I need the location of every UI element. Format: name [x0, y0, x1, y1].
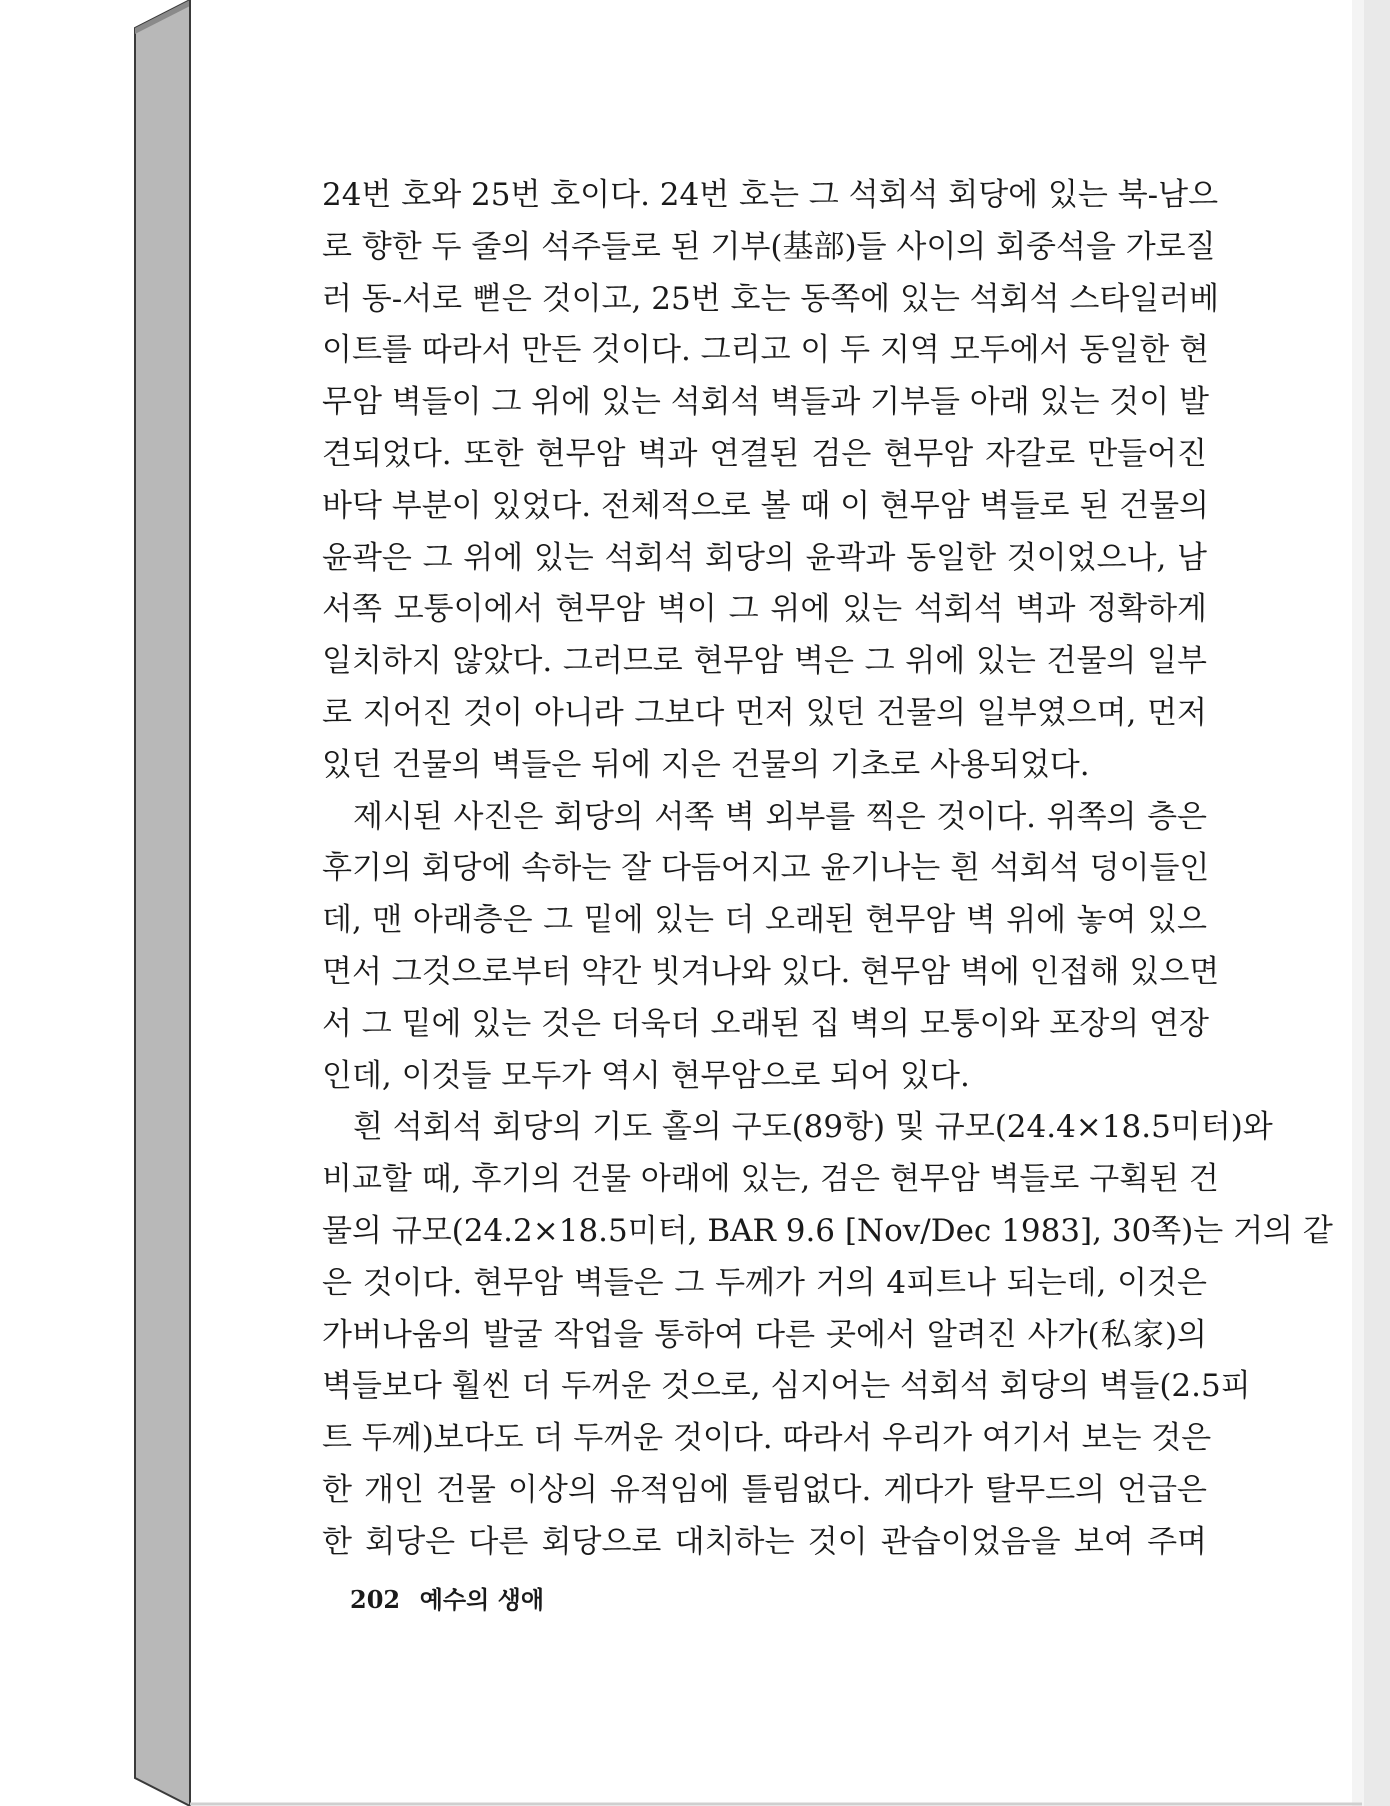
text-line: 면서 그것으로부터 약간 빗겨나와 있다. 현무암 벽에 인접해 있으면	[322, 953, 1220, 990]
text-line: 서 그 밑에 있는 것은 더욱더 오래된 집 벽의 모퉁이와 포장의 연장	[322, 1005, 1209, 1042]
text-line: 흰 석회석 회당의 기도 홀의 구도(89항) 및 규모(24.4×18.5미터)와	[353, 1109, 1273, 1146]
text-line: 무암 벽들이 그 위에 있는 석회석 벽들과 기부들 아래 있는 것이 발	[322, 384, 1209, 421]
book-spine	[135, 0, 190, 1806]
text-line: 가버나움의 발굴 작업을 통하여 다른 곳에서 알려진 사가(私家)의	[322, 1316, 1207, 1353]
text-line: 제시된 사진은 회당의 서쪽 벽 외부를 찍은 것이다. 위쪽의 층은	[353, 798, 1207, 835]
text-line: 트 두께)보다도 더 두꺼운 것이다. 따라서 우리가 여기서 보는 것은	[322, 1420, 1212, 1457]
text-line: 견되었다. 또한 현무암 벽과 연결된 검은 현무암 자갈로 만들어진	[322, 435, 1207, 472]
text-line: 벽들보다 훨씬 더 두꺼운 것으로, 심지어는 석회석 회당의 벽들(2.5피	[322, 1368, 1251, 1405]
page-number: 202	[350, 1585, 401, 1614]
text-line: 있던 건물의 벽들은 뒤에 지은 건물의 기초로 사용되었다.	[322, 746, 1090, 783]
text-line: 은 것이다. 현무암 벽들은 그 두께가 거의 4피트나 되는데, 이것은	[322, 1264, 1207, 1301]
text-line: 이트를 따라서 만든 것이다. 그리고 이 두 지역 모두에서 동일한 현	[322, 332, 1209, 369]
text-line: 물의 규모(24.2×18.5미터, BAR 9.6 [Nov/Dec 1983], 30쪽)는 거의 같	[322, 1212, 1333, 1249]
page-right-shadow-inner	[1352, 0, 1364, 1806]
text-line: 비교할 때, 후기의 건물 아래에 있는, 검은 현무암 벽들로 구획된 건	[322, 1161, 1219, 1198]
text-line: 한 회당은 다른 회당으로 대치하는 것이 관습이었음을 보여 주며	[322, 1523, 1207, 1560]
text-line: 후기의 회당에 속하는 잘 다듬어지고 윤기나는 흰 석회석 덩이들인	[322, 850, 1210, 887]
running-title: 예수의 생애	[419, 1585, 545, 1614]
text-line: 바닥 부분이 있었다. 전체적으로 볼 때 이 현무암 벽들로 된 건물의	[322, 487, 1209, 524]
text-line: 데, 맨 아래층은 그 밑에 있는 더 오래된 현무암 벽 위에 놓여 있으	[322, 902, 1207, 939]
text-line: 한 개인 건물 이상의 유적임에 틀림없다. 게다가 탈무드의 언급은	[322, 1471, 1207, 1508]
text-line: 서쪽 모퉁이에서 현무암 벽이 그 위에 있는 석회석 벽과 정확하게	[322, 591, 1207, 628]
text-line: 로 지어진 것이 아니라 그보다 먼저 있던 건물의 일부였으며, 먼저	[322, 694, 1207, 731]
page-footer	[350, 1580, 544, 1615]
text-line: 인데, 이것들 모두가 역시 현무암으로 되어 있다.	[322, 1057, 970, 1094]
page-right-shadow	[1362, 0, 1390, 1806]
body-text	[322, 170, 1333, 1569]
text-line: 로 향한 두 줄의 석주들로 된 기부(基部)들 사이의 회중석을 가로질	[322, 228, 1216, 265]
text-line: 러 동-서로 뻗은 것이고, 25번 호는 동쪽에 있는 석회석 스타일러베	[322, 280, 1220, 317]
text-line: 일치하지 않았다. 그러므로 현무암 벽은 그 위에 있는 건물의 일부	[322, 643, 1207, 680]
text-line: 윤곽은 그 위에 있는 석회석 회당의 윤곽과 동일한 것이었으나, 남	[322, 539, 1207, 576]
text-line: 24번 호와 25번 호이다. 24번 호는 그 석회석 회당에 있는 북-남으	[322, 177, 1219, 213]
